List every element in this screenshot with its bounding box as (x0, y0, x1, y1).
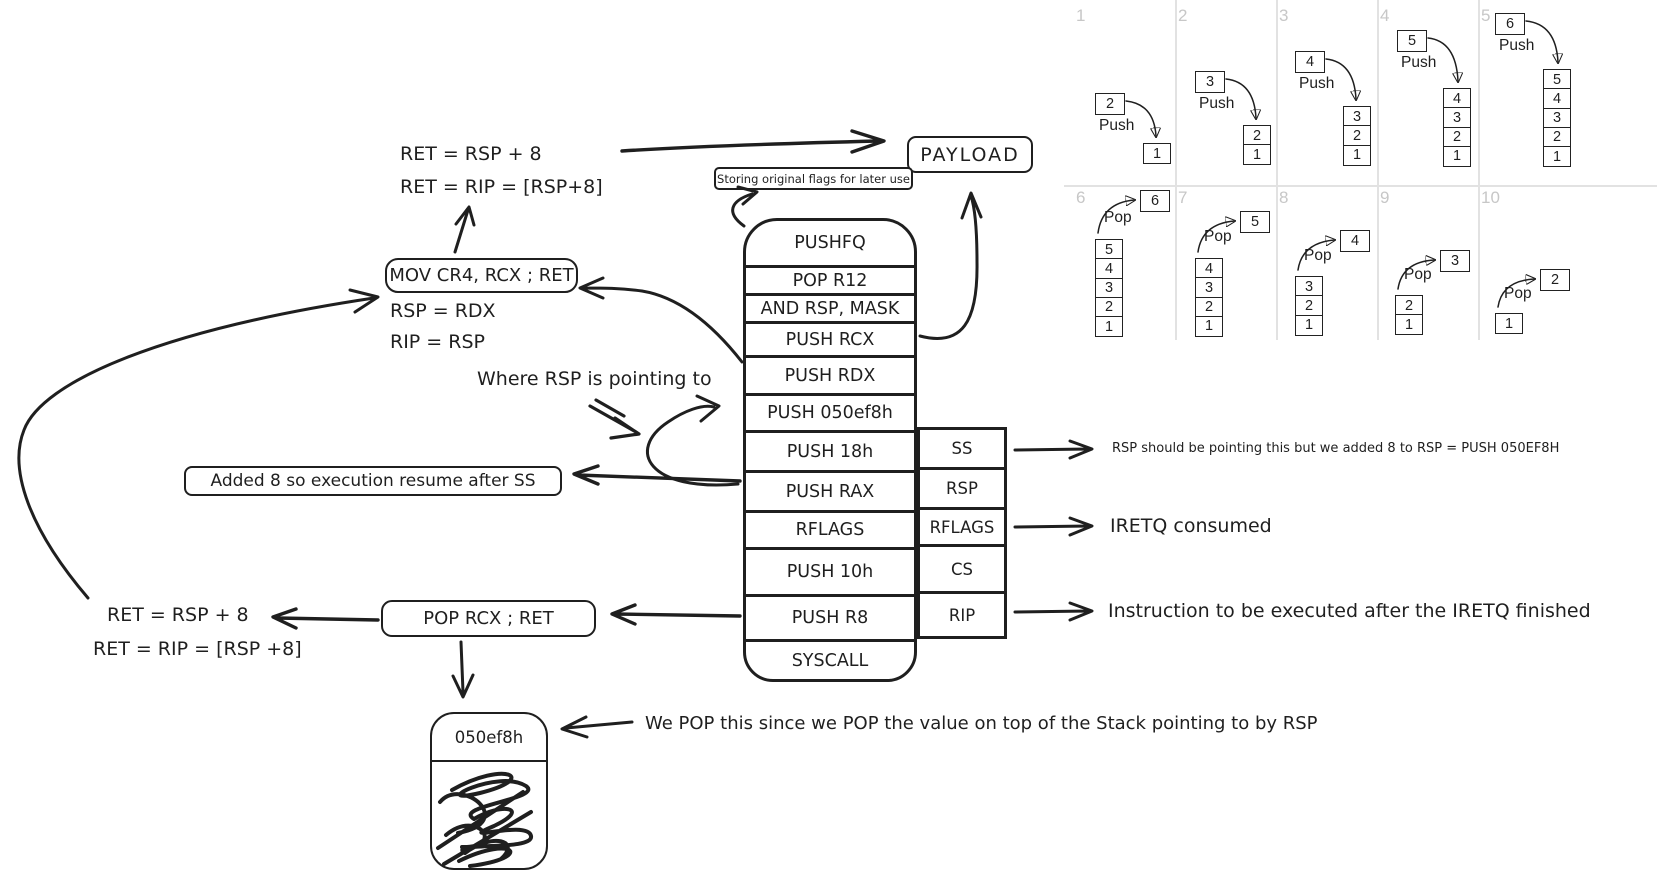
register-effect-line: RSP = RDX (390, 300, 496, 322)
gadget-ret-equations-top (400, 138, 603, 204)
mini-stack-cell: 5 (1095, 239, 1123, 260)
stack-row: PUSH 10h (746, 547, 914, 594)
gadget-register-effects (390, 296, 496, 358)
mini-stack-cell: 1 (1095, 316, 1123, 337)
mini-action-label: Pop (1504, 285, 1532, 302)
mini-stack-cell: 1 (1543, 146, 1571, 167)
mini-action-label: Push (1099, 117, 1135, 134)
pop-rcx-gadget-box[interactable] (381, 600, 596, 637)
mini-stack (1343, 106, 1371, 166)
iretq-frame-column[interactable] (917, 427, 1007, 639)
mini-stack (1395, 295, 1423, 335)
mini-stack-cell: 2 (1095, 297, 1123, 318)
mini-moved-box: 3 (1440, 250, 1470, 272)
pop-rcx-gadget-label: POP RCX ; RET (423, 608, 554, 629)
arrow-poprcx-chain-to-mov (19, 290, 378, 598)
frame-label: CS (920, 544, 1004, 591)
instruction-stack[interactable] (743, 218, 917, 682)
mini-moved-box: 5 (1240, 211, 1270, 233)
stack-row: PUSH RCX (746, 321, 914, 355)
mini-stack-cell: 2 (1543, 127, 1571, 148)
ret-equation-line: RET = RIP = [RSP +8] (93, 638, 302, 660)
mini-panel-number: 3 (1279, 6, 1289, 25)
mini-moved-box: 3 (1195, 71, 1225, 93)
popped-value-box[interactable] (430, 712, 548, 870)
mini-panel-number: 6 (1076, 188, 1086, 207)
mini-moved-box: 6 (1140, 190, 1170, 212)
frame-label: RIP (920, 591, 1004, 636)
arrow-stack-to-added8 (574, 466, 740, 484)
mini-stack (1195, 258, 1223, 337)
frame-label: RSP (920, 467, 1004, 507)
added8-note-box[interactable] (184, 466, 562, 496)
rip-annotation: Instruction to be executed after the IRETQ finished (1108, 600, 1591, 622)
where-rsp-note: Where RSP is pointing to (477, 368, 712, 390)
mini-moved-box: 6 (1495, 13, 1525, 35)
mini-stack-cell: 2 (1243, 125, 1271, 146)
grid-line (1478, 0, 1480, 340)
arrow-pop-note (562, 717, 632, 737)
flags-note-box[interactable] (714, 167, 913, 190)
mini-stack-cell: 3 (1543, 108, 1571, 129)
mini-panel-number: 4 (1380, 6, 1390, 25)
mini-panel-number: 9 (1380, 188, 1390, 207)
mini-action-label: Pop (1104, 209, 1132, 226)
mini-action-label: Push (1499, 37, 1535, 54)
mini-stack-cell: 1 (1243, 144, 1271, 165)
mini-action-label: Pop (1204, 228, 1232, 245)
rflags-annotation: IRETQ consumed (1110, 515, 1272, 537)
mini-stack-cell: 3 (1095, 278, 1123, 299)
grid-line (1377, 0, 1379, 340)
mini-stack-cell: 1 (1195, 316, 1223, 337)
mini-action-label: Push (1299, 75, 1335, 92)
mini-stack-cell: 1 (1395, 314, 1423, 335)
mini-stack-cell: 4 (1095, 258, 1123, 279)
arrow-pushrcx-to-payload (920, 193, 981, 339)
grid-line (1064, 185, 1657, 187)
arrow-to-flags-note (733, 187, 757, 226)
mini-stack-cell: 2 (1395, 295, 1423, 316)
payload-label: PAYLOAD (920, 143, 1020, 166)
mov-cr4-gadget-box[interactable] (385, 258, 578, 293)
mov-cr4-gadget-label: MOV CR4, RCX ; RET (389, 265, 574, 286)
mini-panel-number: 2 (1178, 6, 1188, 25)
mini-stack-cell: 1 (1443, 146, 1471, 167)
stack-row: AND RSP, MASK (746, 293, 914, 321)
added8-note-label: Added 8 so execution resume after SS (210, 471, 536, 491)
popped-value-label: 050ef8h (432, 714, 546, 762)
flags-note-label: Storing original flags for later use (717, 171, 910, 186)
mini-stack-cell: 4 (1543, 88, 1571, 109)
arrow-stack-to-mov (580, 278, 742, 362)
payload-box[interactable] (907, 136, 1033, 173)
mini-stack-cell: 3 (1195, 277, 1223, 298)
stack-row: PUSH 18h (746, 430, 914, 470)
arrow-mov-to-ret (455, 207, 474, 252)
register-effect-line: RIP = RSP (390, 331, 485, 353)
mini-panel-number: 10 (1481, 188, 1500, 207)
mini-stack-cell: 3 (1443, 107, 1471, 128)
mini-moved-box: 4 (1340, 230, 1370, 252)
mini-action-label: Push (1199, 95, 1235, 112)
mini-stack-cell: 1 (1343, 145, 1371, 166)
mini-stack (1243, 125, 1271, 165)
stack-row: PUSH RDX (746, 355, 914, 393)
ret-equation-line: RET = RSP + 8 (400, 143, 542, 165)
ret-equation-line: RET = RSP + 8 (107, 604, 249, 626)
mini-stack-cell: 2 (1343, 125, 1371, 146)
mini-stack-cell: 1 (1295, 315, 1323, 336)
stack-row: PUSH 050ef8h (746, 393, 914, 430)
mini-panel-number: 8 (1279, 188, 1289, 207)
mini-stack (1295, 276, 1323, 336)
mini-moved-box: 4 (1295, 51, 1325, 73)
mini-stack-cell: 1 (1495, 313, 1523, 334)
mini-action-label: Push (1401, 54, 1437, 71)
stack-row: RFLAGS (746, 510, 914, 547)
arrow-rip-annotation (1015, 603, 1092, 620)
mini-action-label: Pop (1404, 266, 1432, 283)
arrow-ret-to-payload (622, 131, 884, 152)
mini-moved-box: 2 (1095, 93, 1125, 115)
grid-line (1276, 0, 1278, 340)
arrow-ss-annotation (1015, 441, 1092, 458)
stack-row: POP R12 (746, 265, 914, 293)
arrow-stack-to-push050 (647, 396, 738, 485)
arrow-stack-to-poprcx (612, 605, 740, 624)
mini-stack-cell: 3 (1343, 106, 1371, 127)
stack-row: SYSCALL (746, 639, 914, 679)
arrow-poprcx-to-ret (273, 609, 378, 628)
mini-stack (1495, 313, 1523, 334)
mini-stack-cell: 3 (1295, 276, 1323, 297)
mini-stack-cell: 4 (1195, 258, 1223, 279)
mini-stack-cell: 2 (1195, 297, 1223, 318)
mini-panel-number: 1 (1076, 6, 1086, 25)
stack-row: PUSH R8 (746, 594, 914, 639)
ret-equation-line: RET = RIP = [RSP+8] (400, 176, 603, 198)
mini-stack-cell: 5 (1543, 69, 1571, 90)
mini-moved-box: 5 (1397, 30, 1427, 52)
grid-line (1175, 0, 1177, 340)
mini-panel-number: 7 (1178, 188, 1188, 207)
mini-stack (1543, 69, 1571, 167)
mini-stack-cell: 2 (1443, 127, 1471, 148)
mini-stack (1143, 143, 1171, 164)
ss-annotation: RSP should be pointing this but we added 8 to RSP = PUSH 050EF8H (1112, 441, 1560, 456)
mini-stack-cell: 1 (1143, 143, 1171, 164)
mini-stack (1443, 88, 1471, 167)
frame-label: RFLAGS (920, 507, 1004, 544)
frame-label: SS (951, 439, 973, 458)
mini-action-label: Pop (1304, 247, 1332, 264)
arrow-rflags-annotation (1015, 518, 1092, 535)
stack-row: PUSHFQ (794, 233, 866, 253)
mini-panel-number: 5 (1481, 6, 1491, 25)
mini-moved-box: 2 (1540, 269, 1570, 291)
stack-row: PUSH RAX (746, 470, 914, 510)
arrow-poprcx-down (453, 642, 473, 697)
mini-stack (1095, 239, 1123, 337)
arrow-where-rsp-pointer (590, 400, 639, 438)
mini-stack-cell: 4 (1443, 88, 1471, 109)
pop-explanation-note: We POP this since we POP the value on top of the Stack pointing to by RSP (645, 713, 1318, 734)
mini-stack-cell: 2 (1295, 295, 1323, 316)
